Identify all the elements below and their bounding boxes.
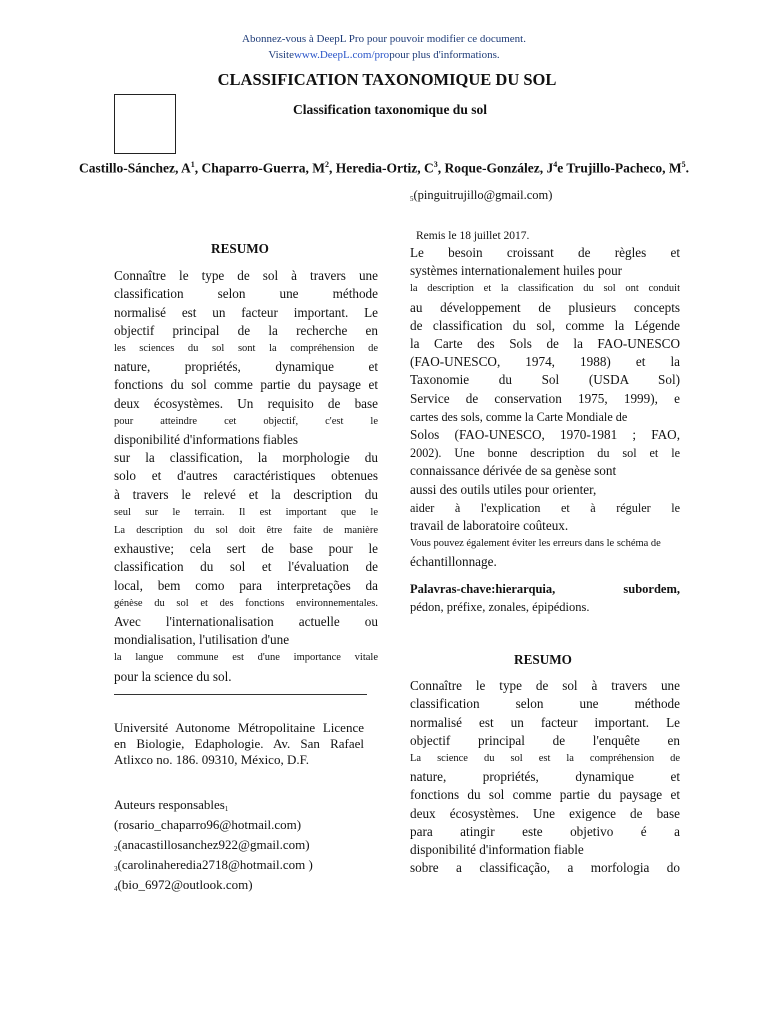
- text-line: Taxonomie du Sol (USDA Sol): [410, 372, 680, 388]
- text-line: Connaître le type de sol à travers une: [410, 678, 680, 694]
- email-num: 5: [410, 195, 414, 203]
- author-name: Roque-González, J: [444, 160, 554, 176]
- responsible-authors: [114, 797, 364, 897]
- text-line: pour la science du sol.: [114, 668, 232, 684]
- deepl-link[interactable]: www.DeepL.com/pro: [293, 49, 390, 61]
- text-line: pour atteindre cet objectif, c'est le: [114, 415, 378, 427]
- author-sup: 4: [553, 160, 558, 169]
- text-line: aider à l'explication et à réguler le: [410, 500, 680, 515]
- banner-line-1: Abonnez-vous à DeepL Pro pour pouvoir modifier ce document.: [242, 33, 526, 45]
- text-line: Service de conservation 1975, 1999), e: [410, 390, 680, 406]
- text-line: classification du sol et l'évaluation de: [114, 559, 378, 575]
- text-line: aussi des outils utiles pour orienter,: [410, 481, 597, 497]
- author-sep: e: [557, 160, 567, 176]
- email-num: 4: [114, 885, 118, 893]
- text-line: cartes des sols, comme la Carte Mondiale de: [410, 409, 628, 424]
- text-line: seul sur le terrain. Il est important que le: [114, 506, 378, 518]
- text-line: la Carte des Sols de la FAO-UNESCO: [410, 336, 680, 352]
- author-5-email: [410, 186, 680, 208]
- responsables-label: Auteurs responsables: [114, 797, 225, 812]
- text-line: Connaître le type de sol à travers une: [114, 268, 378, 284]
- email-row: [114, 817, 364, 837]
- text-line: Solos (FAO-UNESCO, 1970-1981 ; FAO,: [410, 427, 680, 443]
- author-sep: ,: [329, 160, 336, 176]
- text-line: 2002). Une bonne description du sol et le: [410, 446, 680, 461]
- banner-line-2: [0, 47, 768, 63]
- text-line: normalisé est un facteur important. Le: [410, 714, 680, 730]
- text-line: classification selon une méthode: [114, 286, 378, 302]
- text-line: deux écosystèmes. Une exigence de base: [410, 805, 680, 821]
- author-sep: ,: [194, 160, 202, 176]
- author-sep: ,: [437, 160, 445, 176]
- banner-visit: Visite: [268, 49, 294, 61]
- affiliation: [114, 720, 364, 768]
- text-line: connaissance dérivée de sa genèse sont: [410, 463, 617, 479]
- email-text: (anacastillosanchez922@gmail.com): [117, 837, 310, 852]
- text-line: mondialisation, l'utilisation d'une: [114, 632, 290, 648]
- text-line: sobre a classificação, a morfologia do: [410, 860, 680, 876]
- text-line: deux écosystèmes. Un requisito de base: [114, 395, 378, 411]
- text-line: normalisé est un facteur important. Le: [114, 304, 378, 320]
- text-line: (FAO-UNESCO, 1974, 1988) et la: [410, 354, 680, 370]
- email-text: (bio_6972@outlook.com): [117, 877, 253, 892]
- page-subtitle: Classification taxonomique du sol: [293, 102, 487, 117]
- email-text: (rosario_chaparro96@hotmail.com): [114, 817, 302, 832]
- text-line: La description du sol doit être faite de manière: [114, 525, 378, 537]
- received-date: Remis le 18 juillet 2017.: [416, 230, 530, 242]
- author-name: Trujillo-Pacheco, M: [566, 160, 682, 176]
- left-abstract-heading: RESUMO: [211, 241, 269, 256]
- text-line: disponibilité d'informations fiables: [114, 432, 299, 448]
- deepl-banner: [0, 31, 768, 63]
- text-line: nature, propriétés, dynamique et: [114, 359, 378, 375]
- text-line: à travers le relevé et la description du: [114, 486, 378, 502]
- email-text: (carolinaheredia2718@hotmail.com ): [117, 857, 313, 872]
- text-line: Avec l'internationalisation actuelle ou: [114, 614, 378, 630]
- left-abstract-body: [114, 267, 378, 686]
- text-line: échantillonnage.: [410, 554, 497, 570]
- authors-line: [0, 160, 768, 177]
- text-line: génèse du sol et des fonctions environnementales.: [114, 597, 378, 609]
- author-sep: .: [685, 160, 689, 176]
- right-abstract-body-2: [410, 677, 680, 877]
- right-abstract-body: [410, 244, 680, 572]
- right-abstract-heading: RESUMO: [514, 652, 572, 667]
- text-line: local, bem como para interpretações da: [114, 577, 378, 593]
- page-title: CLASSIFICATION TAXONOMIQUE DU SOL: [217, 70, 557, 89]
- author-sup: 2: [325, 160, 330, 169]
- email-list: [114, 817, 364, 897]
- keywords: [410, 580, 680, 616]
- text-line: les sciences du sol sont la compréhension de: [114, 343, 378, 355]
- email-num: 3: [114, 865, 118, 873]
- email-row: [114, 837, 364, 857]
- text-line: systèmes internationalement huiles pour: [410, 263, 623, 279]
- text-line: La science du sol est la compréhension de: [410, 753, 680, 765]
- keywords-text: pédon, préfixe, zonales, épipédions.: [410, 599, 590, 614]
- text-line: objectif principal de l'enquête en: [410, 732, 680, 748]
- keywords-label: Palavras-chave:hierarquia, subordem,: [410, 581, 680, 596]
- right-column: [410, 228, 680, 616]
- responsables-label-line: [114, 797, 364, 817]
- text-line: para atingir este objetivo é a: [410, 823, 680, 839]
- text-line: solo et d'autres caractéristiques obtenues: [114, 468, 378, 484]
- author-name: Heredia-Ortiz, C: [335, 160, 434, 176]
- text-line: fonctions du sol comme partie du paysage et: [410, 787, 680, 803]
- text-line: fonctions du sol comme partie du paysage et: [114, 377, 378, 393]
- right-column-2: [410, 651, 680, 877]
- text-line: la description et la classification du sol ont conduit: [410, 283, 680, 295]
- text-line: travail de laboratoire coûteux.: [410, 518, 569, 534]
- responsables-num: 1: [224, 805, 229, 813]
- author-sup: 1: [190, 160, 195, 169]
- text-line: Le besoin croissant de règles et: [410, 245, 680, 260]
- banner-post: pour plus d'informations.: [389, 49, 500, 61]
- author-sup: 3: [433, 160, 438, 169]
- footnote-rule: [114, 694, 367, 695]
- logo-placeholder: [114, 94, 176, 154]
- affiliation-text: Université Autonome Métropolitaine Licence en Biologie, Edaphologie. Av. San Rafael Atlixco no. 186. 09310, México, D.F.: [114, 720, 364, 767]
- email-text: (pinguitrujillo@gmail.com): [413, 188, 553, 202]
- text-line: classification selon une méthode: [410, 696, 680, 712]
- author-sup: 5: [681, 160, 686, 169]
- author-name: Chaparro-Guerra, M: [201, 160, 326, 176]
- left-column: [114, 240, 378, 686]
- email-num: 2: [114, 845, 118, 853]
- text-line: objectif principal de la recherche en: [114, 322, 378, 338]
- text-line: exhaustive; cela sert de base pour le: [114, 541, 378, 557]
- text-line: au développement de plusieurs concepts: [410, 299, 680, 315]
- email-row: [114, 857, 364, 877]
- text-line: Vous pouvez également éviter les erreurs dans le schéma de: [410, 538, 661, 550]
- text-line: sur la classification, la morphologie du: [114, 450, 378, 466]
- text-line: disponibilité d'information fiable: [410, 842, 584, 858]
- email-row: [114, 877, 364, 897]
- text-line: de classification du sol, comme la Légende: [410, 317, 680, 333]
- text-line: nature, propriétés, dynamique et: [410, 769, 680, 785]
- text-line: la langue commune est d'une importance vitale: [114, 652, 378, 664]
- author-name: Castillo-Sánchez, A: [79, 160, 191, 176]
